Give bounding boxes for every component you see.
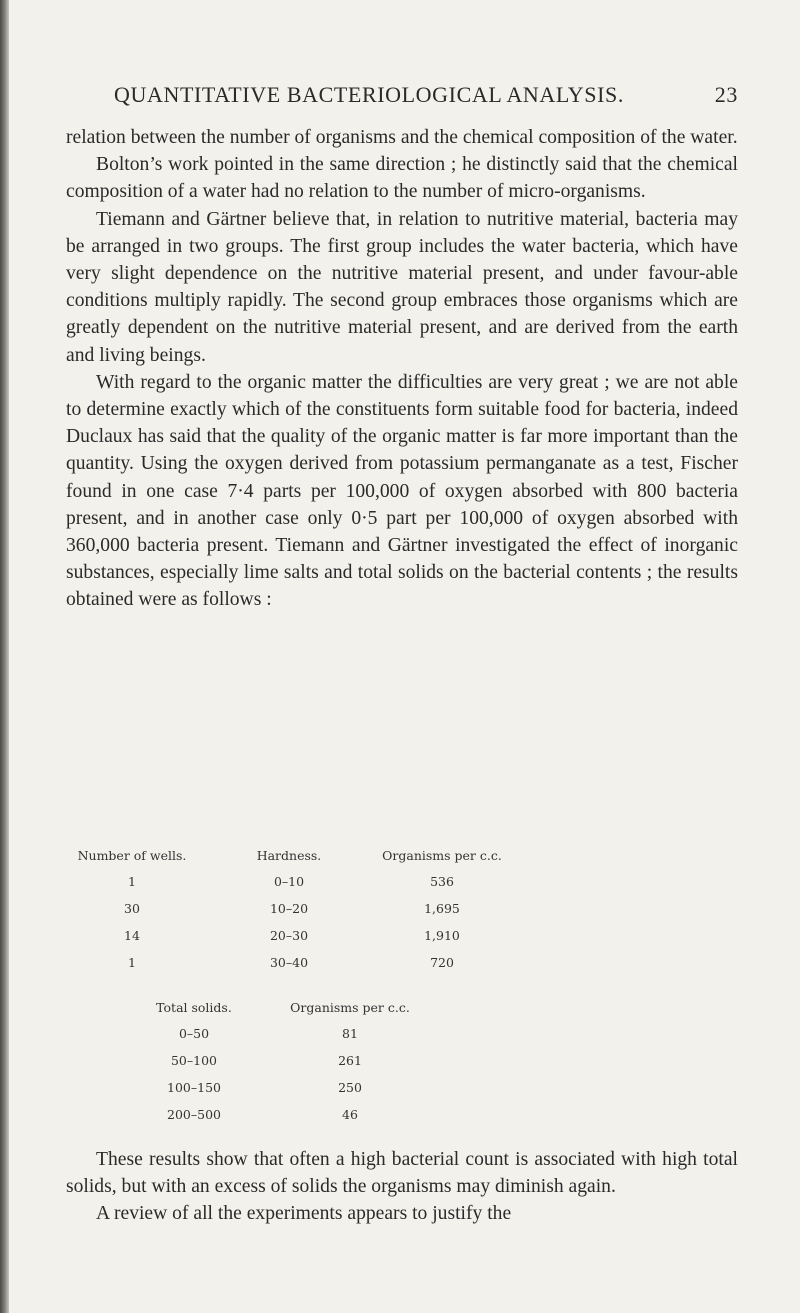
- column-header: Total solids.: [156, 1000, 232, 1015]
- paragraph-bolton: Bolton’s work pointed in the same direction ; he distinctly said that the chemical composition of a water had no relation to the number of micro-organisms.: [66, 154, 738, 203]
- paragraph-organic-matter: With regard to the organic matter the difficulties are very great ; we are not able to determine exactly which of the constituents form suitable food for bacteria, indeed Duclaux has said that the quality of the organic matter is far more important than the quantity. Using the oxygen derived from potassium permanganate as a test, Fischer found in one case 7·4 parts per 100,000 of oxygen absorbed with 800 bacteria present, and in another case only 0·5 part per 100,000 of oxygen absorbed with 360,000 bacteria present. Tiemann and Gärtner investigated the effect of inorganic substances, especially lime salts and total solids on the bacterial contents ; the results obtained were as follows :: [66, 371, 738, 611]
- table-cell: 100–150: [167, 1080, 221, 1095]
- body-text: [66, 124, 738, 614]
- table-cell: 46: [342, 1107, 358, 1122]
- table-cell: 1,910: [424, 928, 460, 943]
- total-solids-table: [66, 1000, 738, 1140]
- table-cell: 1: [128, 955, 136, 970]
- table-cell: 14: [124, 928, 140, 943]
- table-cell: 30–40: [269, 955, 309, 970]
- paragraph-results: These results show that often a high bacterial count is associated with high total solids, but with an excess of solids the organisms may diminish again.: [66, 1149, 738, 1198]
- column-header: Organisms per c.c.: [290, 1000, 410, 1015]
- table-cell: 0–10: [273, 874, 305, 889]
- running-title: QUANTITATIVE BACTERIOLOGICAL ANALYSIS.: [114, 82, 624, 107]
- paragraph-continuation: relation between the number of organisms and the chemical composition of the water.: [66, 127, 738, 148]
- table-cell: 261: [338, 1053, 362, 1068]
- column-header: Hardness.: [256, 848, 322, 863]
- table-cell: 0–50: [178, 1026, 210, 1041]
- paragraph-tiemann-gartner: Tiemann and Gärtner believe that, in relation to nutritive material, bacteria may be arranged in two groups. The first group includes the water bacteria, which have very slight dependence on the nutritive material present, and under favour-able conditions multiply rapidly. The second group embraces those organisms which are greatly dependent on the nutritive material present, and are derived from the earth and living beings.: [66, 208, 738, 366]
- table-cell: 720: [430, 955, 454, 970]
- column-header: Organisms per c.c.: [382, 848, 502, 863]
- hardness-table: [66, 848, 738, 988]
- running-header: [114, 82, 738, 112]
- table-cell: 20–30: [269, 928, 309, 943]
- table-cell: 1: [128, 874, 136, 889]
- table-cell: 10–20: [269, 901, 309, 916]
- page-number: 23: [714, 82, 738, 107]
- table-cell: 536: [430, 874, 454, 889]
- table-cell: 200–500: [167, 1107, 221, 1122]
- closing-text: [66, 1146, 738, 1228]
- table-cell: 1,695: [424, 901, 460, 916]
- book-binding-edge: [0, 0, 9, 1313]
- table-cell: 81: [342, 1026, 358, 1041]
- paragraph-review: A review of all the experiments appears to justify the: [96, 1203, 512, 1225]
- table-cell: 50–100: [170, 1053, 217, 1068]
- column-header: Number of wells.: [77, 848, 187, 863]
- table-cell: 30: [124, 901, 140, 916]
- table-cell: 250: [338, 1080, 362, 1095]
